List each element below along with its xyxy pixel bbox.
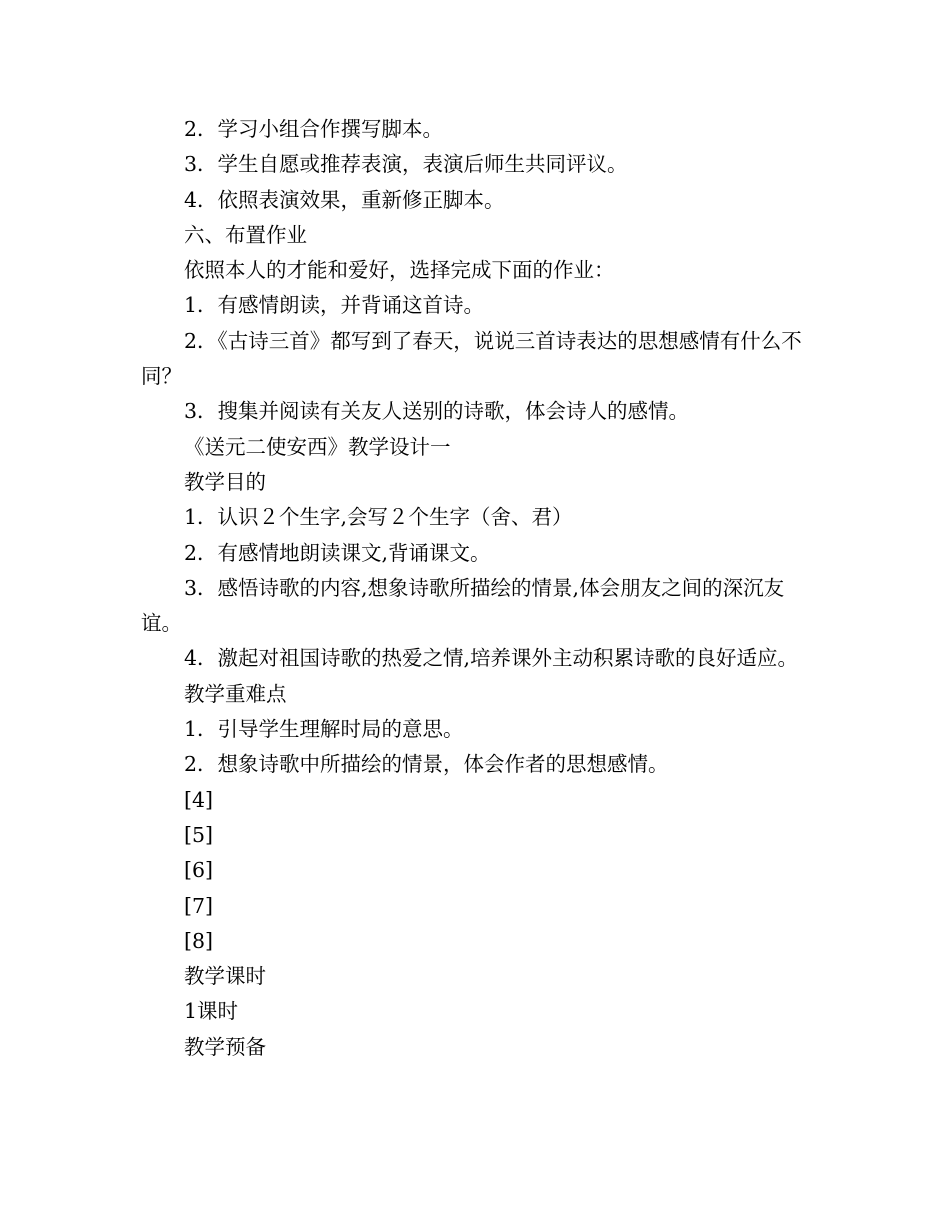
homework-item-1: 1．有感情朗读，并背诵这首诗。	[184, 293, 485, 318]
section-heading-class-hours: 教学课时	[184, 964, 266, 989]
reference-marker-5: [5]	[184, 822, 214, 847]
section-heading-key-points: 教学重难点	[184, 681, 287, 706]
document-body	[141, 112, 816, 1065]
key-point-item-2: 2．想象诗歌中所描绘的情景，体会作者的思想感情。	[184, 752, 669, 777]
reference-marker-7: [7]	[184, 893, 214, 918]
objective-item-1: 1．认识２个生字,会写２个生字（舍、君）	[184, 505, 573, 530]
paragraph-step-4: 4．依照表演效果，重新修正脚本。	[184, 187, 505, 212]
key-point-item-1: 1．引导学生理解时局的意思。	[184, 717, 464, 742]
paragraph-step-3: 3．学生自愿或推荐表演，表演后师生共同评议。	[184, 152, 628, 177]
paragraph-homework-intro: 依照本人的才能和爱好，选择完成下面的作业：	[184, 258, 615, 283]
homework-item-3: 3．搜集并阅读有关友人送别的诗歌，体会诗人的感情。	[184, 399, 690, 424]
objective-item-3: 3．感悟诗歌的内容,想象诗歌所描绘的情景,体会朋友之间的深沉友谊。	[141, 575, 785, 636]
section-heading-preparation: 教学预备	[184, 1034, 266, 1059]
reference-marker-8: [8]	[184, 928, 214, 953]
objective-item-2: 2．有感情地朗读课文,背诵课文。	[184, 540, 491, 565]
class-hours-value: 1课时	[184, 999, 239, 1024]
document-title: 《送元二使安西》教学设计一	[184, 434, 451, 459]
paragraph-step-2: 2．学习小组合作撰写脚本。	[184, 117, 444, 141]
section-heading-objectives: 教学目的	[184, 469, 266, 494]
homework-item-2: 2．《古诗三首》都写到了春天，说说三首诗表达的思想感情有什么不同？	[141, 328, 802, 389]
reference-marker-4: [4]	[184, 787, 214, 812]
section-heading-homework: 六、布置作业	[184, 222, 307, 247]
objective-item-4: 4．激起对祖国诗歌的热爱之情,培养课外主动积累诗歌的良好适应。	[184, 646, 799, 671]
reference-marker-6: [6]	[184, 858, 214, 883]
